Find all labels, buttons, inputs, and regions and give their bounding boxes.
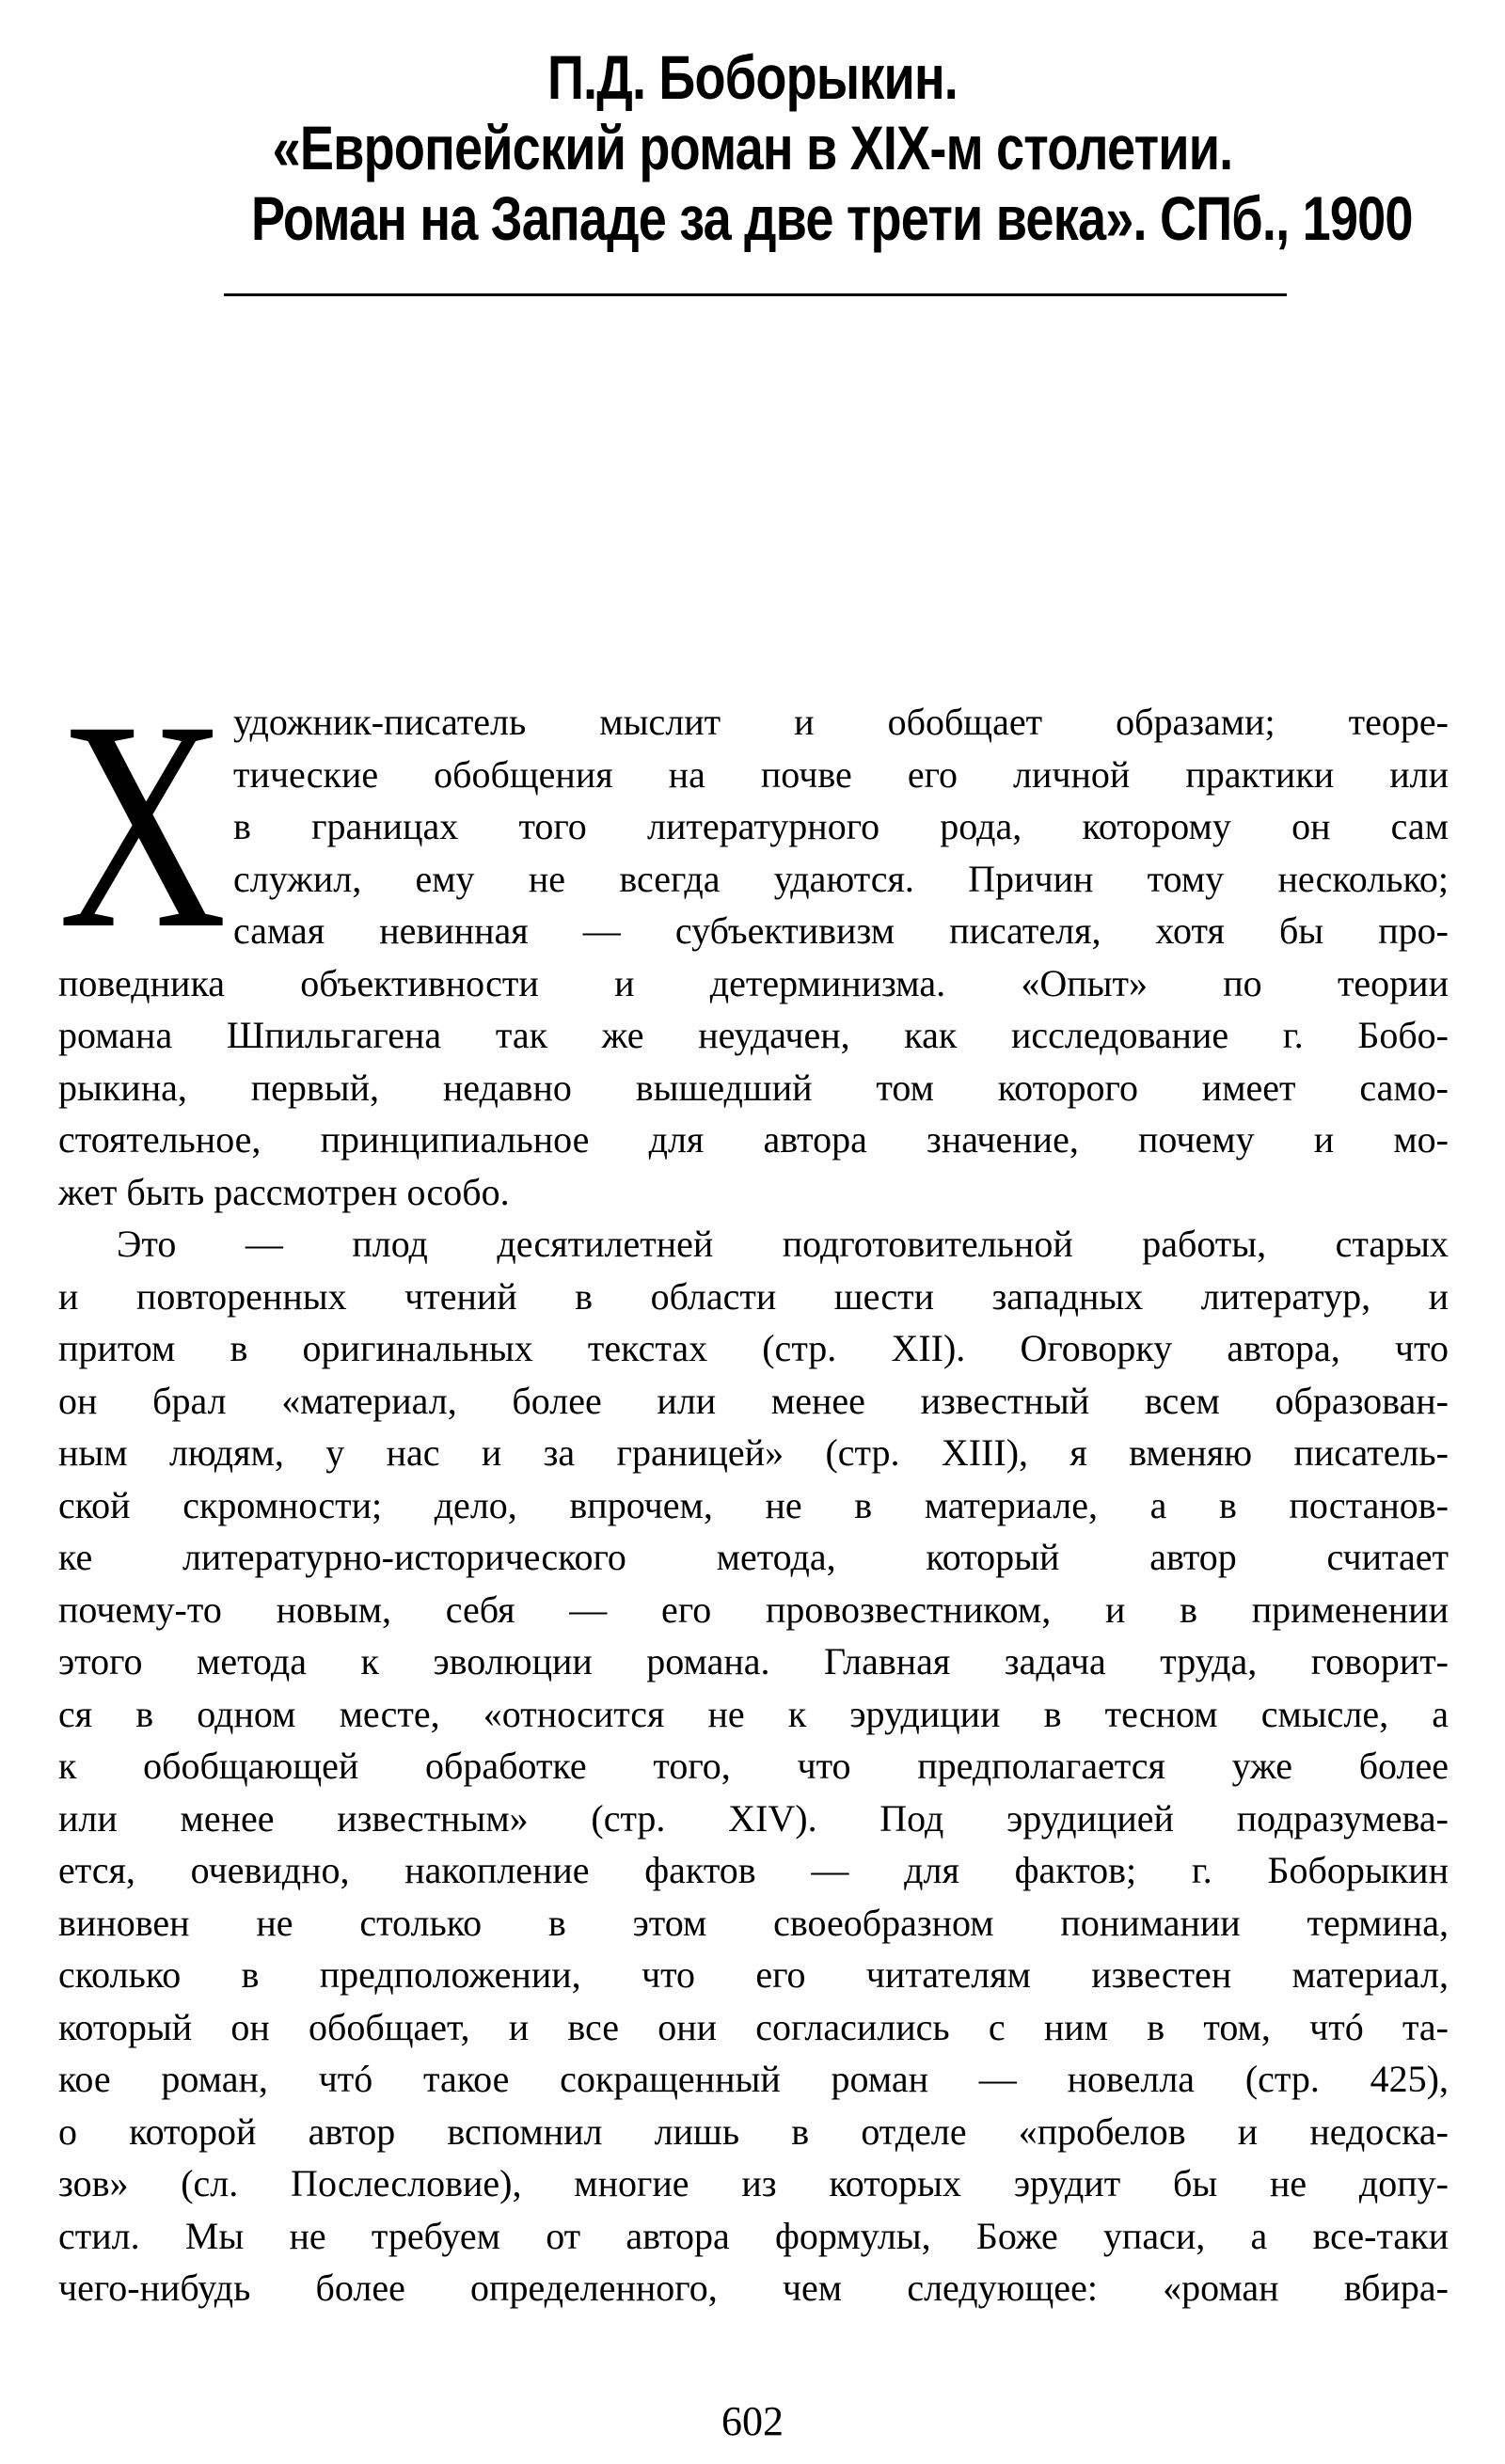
text-line: который он обобщает, и все они согласились с ним в том, чтó та-	[58, 2005, 1449, 2048]
text-line: сколько в предположении, что его читателям известен материал,	[58, 1953, 1449, 1996]
paragraph-2	[58, 1218, 1449, 2314]
title-line-2: «Европейский роман в XIX-м столетии.	[272, 113, 1233, 182]
text-line: зов» (сл. Послесловие), многие из которых эрудит бы не допу-	[58, 2162, 1449, 2204]
text-line: и повторенных чтений в области шести западных литератур, и	[58, 1274, 1449, 1318]
text-line: в границах того литературного рода, которому он сам	[233, 805, 1449, 847]
text-line: к обобщающей обработке того, что предполагается уже более	[58, 1745, 1449, 1787]
text-line: романа Шпильгагена так же неудачен, как исследование г. Бобо-	[58, 1014, 1449, 1056]
text-line: ся в одном месте, «относится не к эрудиции в тесном смысле, а	[58, 1692, 1449, 1735]
text-line: притом в оригинальных текстах (стр. XII). Оговорку автора, что	[58, 1327, 1449, 1369]
text-line: служил, ему не всегда удаются. Причин тому несколько;	[233, 857, 1449, 900]
body-text	[58, 659, 1449, 2314]
text-line: жет быть рассмотрен особо.	[58, 1170, 510, 1213]
text-line: стоятельное, принципиальное для автора значение, почему и мо-	[58, 1118, 1449, 1161]
text-line: или менее известным» (стр. XIV). Под эрудицией подразумева-	[58, 1796, 1449, 1840]
page-number: 602	[721, 2398, 784, 2444]
text-line: кое роман, чтó такое сокращенный роман — новелла (стр. 425),	[58, 2058, 1449, 2100]
paragraph-1	[58, 659, 1449, 1218]
text-line: ным людям, у нас и за границей» (стр. XIII), я вменяю писатель-	[58, 1431, 1449, 1474]
title-divider	[224, 293, 1287, 296]
text-line: рыкина, первый, недавно вышедший том которого имеет само-	[58, 1066, 1449, 1109]
drop-cap: Х	[58, 659, 228, 990]
text-line: ской скромности; дело, впрочем, не в материале, а в постанов-	[58, 1483, 1449, 1526]
text-line: самая невинная — субъективизм писателя, хотя бы про-	[233, 909, 1449, 952]
text-line: этого метода к эволюции романа. Главная задача труда, говорит-	[58, 1640, 1449, 1682]
title-line-1: П.Д. Боборыкин.	[547, 42, 958, 112]
text-line: тические обобщения на почве его личной практики или	[233, 752, 1449, 796]
text-line: удожник-писатель мыслит и обобщает образами; теоре-	[233, 701, 1449, 743]
text-line: чего-нибудь более определенного, чем следующее: «роман вбира-	[58, 2267, 1449, 2309]
text-line: Это — плод десятилетней подготовительной работы, старых	[117, 1223, 1449, 1265]
text-line: он брал «материал, более или менее известный всем образован-	[58, 1379, 1449, 1422]
text-line: поведника объективности и детерминизма. «Опыт» по теории	[58, 961, 1449, 1004]
text-line: ется, очевидно, накопление фактов — для фактов; г. Боборыкин	[58, 1849, 1449, 1891]
text-line: о которой автор вспомнил лишь в отделе «пробелов и недоска-	[58, 2109, 1449, 2153]
text-line: стил. Мы не требуем от автора формулы, Боже упаси, а все-таки	[58, 2214, 1449, 2257]
text-line: виновен не столько в этом своеобразном понимании термина,	[58, 1901, 1449, 1944]
article-title	[141, 42, 1413, 254]
text-line: ке литературно-исторического метода, который автор считает	[58, 1536, 1449, 1578]
text-line: почему-то новым, себя — его провозвестником, и в применении	[58, 1587, 1449, 1631]
title-line-3: Роман на Западе за две трети века». СПб., 1900	[251, 183, 1413, 253]
